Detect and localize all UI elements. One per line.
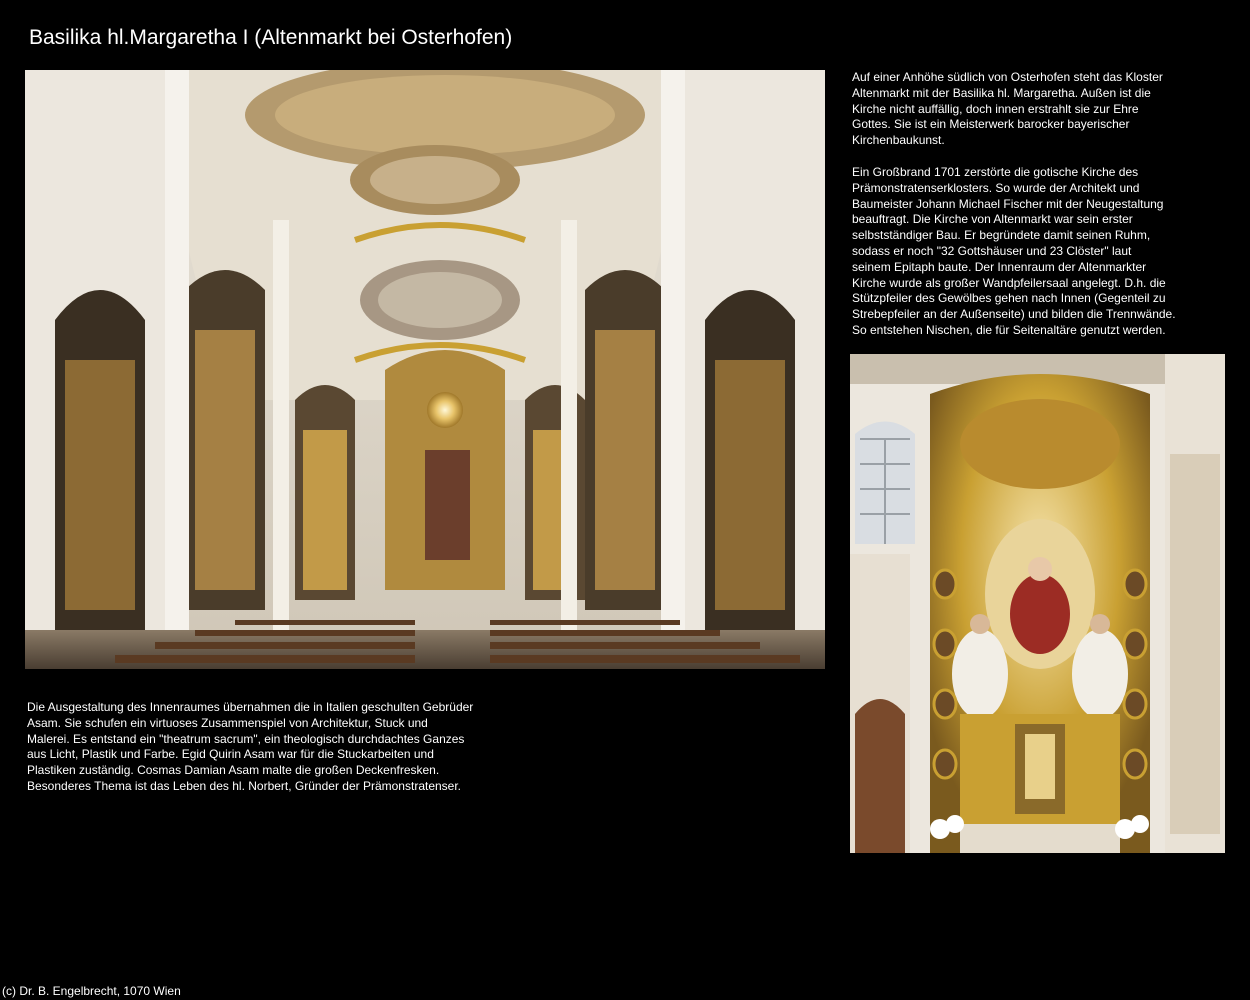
copyright-footer: (c) Dr. B. Engelbrecht, 1070 Wien [2, 984, 181, 998]
nave-illustration [25, 70, 825, 669]
decoration-paragraph: Die Ausgestaltung des Innenraumes übernahmen die in Italien geschulten Gebrüder Asam. Sie schufen ein virtuoses Zusammenspiel von Architektur, Stuck und Malerei. Es entstand ein "theatrum sacrum", ein theologisch durchdachtes Ganzes aus Licht, Plastik und Farbe. Egid Quirin Asam war für die Stuckarbeiten und Plastiken zuständig. Cosmas Damian Asam malte die großen Deckenfresken. Besonderes Thema ist das Leben des hl. Norbert, Gründer der Prämonstratenser. [27, 700, 474, 793]
page-title: Basilika hl.Margaretha I (Altenmarkt bei Osterhofen) [29, 26, 513, 49]
altar-illustration [850, 354, 1225, 853]
history-paragraph: Ein Großbrand 1701 zerstörte die gotische Kirche des Prämonstratenserklosters. So wurde der Architekt und Baumeister Johann Michael Fischer mit der Neugestaltung beauftragt. Die Kirche von Altenmarkt war sein erster selbstständiger Bau. Er begründete damit seinen Ruhm, sodass er noch "32 Gottshäuser und 23 Clöster" laut seinem Epitaph baute. Der Innenraum der Altenmarkter Kirche wurde als großer Wandpfeilersaal angelegt. D.h. die Stützpfeiler des Gewölbes gehen nach Innen (Gegenteil zu Strebepfeiler an der Außenseite) und bilden die Trennwände. So entstehen Nischen, die für Seitenaltäre genutzt werden. [852, 165, 1176, 337]
nave-photo [25, 70, 825, 669]
side-altar-photo [850, 354, 1225, 853]
intro-paragraph: Auf einer Anhöhe südlich von Osterhofen steht das Kloster Altenmarkt mit der Basilika hl. Margaretha. Außen ist die Kirche nicht auffällig, doch innen erstrahlt sie zur Ehre Gottes. Sie ist ein Meisterwerk barocker bayerischer Kirchenbaukunst. [852, 70, 1163, 148]
